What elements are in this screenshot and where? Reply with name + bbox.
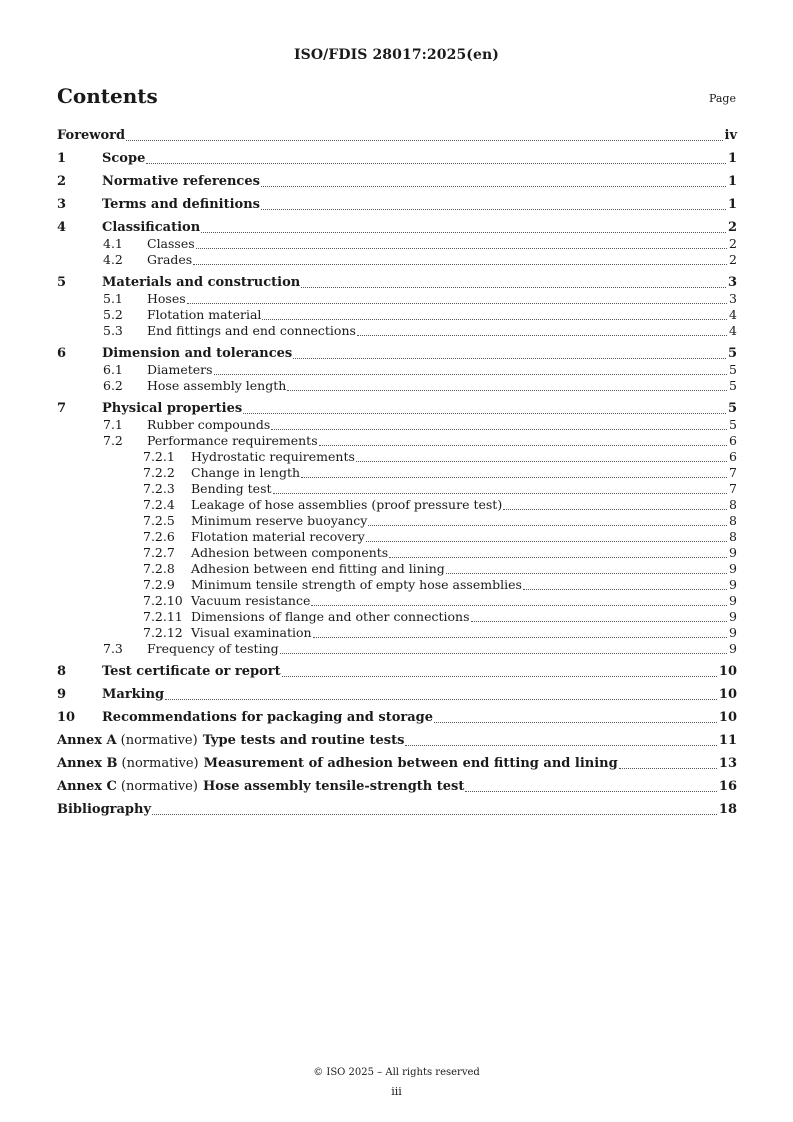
toc-annex-entry[interactable] (57, 733, 737, 749)
toc-entry-title: Flotation material recovery (191, 529, 365, 544)
toc-entry-title: Minimum tensile strength of empty hose assemblies (191, 577, 522, 592)
toc-gap (57, 394, 737, 401)
dot-leader (313, 637, 728, 638)
toc-entry-number: 5.3 (103, 323, 123, 338)
toc-entry-title: Materials and construction (102, 275, 301, 290)
dot-leader (389, 557, 727, 558)
toc-entry-level-1[interactable] (57, 197, 737, 213)
toc-entry-title: Rubber compounds (147, 417, 271, 432)
dot-leader (434, 722, 717, 723)
toc-gap (57, 703, 737, 710)
toc-annex-entry[interactable] (57, 779, 737, 795)
toc-entry-title: Frequency of testing (147, 641, 279, 656)
toc-entry-number: 8 (57, 664, 67, 679)
toc-entry-level-1[interactable] (57, 802, 737, 818)
toc-entry-number: 6.2 (103, 378, 123, 393)
annex-title: Type tests and routine tests (202, 733, 405, 748)
toc-entry-title: Flotation material (147, 307, 262, 322)
dot-leader (152, 814, 717, 815)
toc-entry-title: Classification (102, 220, 201, 235)
toc-entry-page: 10 (718, 687, 737, 702)
dot-leader (523, 589, 727, 590)
toc-entry-number: 7.2.1 (143, 449, 175, 464)
dot-leader (214, 374, 728, 375)
toc-entry-title (57, 733, 404, 749)
toc-entry-page: 13 (718, 756, 737, 771)
toc-entry-number: 7.2.7 (143, 545, 175, 560)
toc-entry-title: Minimum reserve buoyancy (191, 513, 368, 528)
dot-leader (446, 573, 727, 574)
toc-entry-page: 9 (729, 625, 737, 640)
toc-entry-level-1[interactable] (57, 220, 737, 236)
dot-leader (193, 264, 727, 265)
toc-entry-title: Terms and definitions (102, 197, 260, 212)
toc-entry-level-3[interactable] (57, 561, 737, 577)
toc-entry-page: 2 (727, 220, 737, 235)
dot-leader (261, 209, 726, 210)
toc-entry-page: 9 (729, 577, 737, 592)
toc-entry-number: 7.2.11 (143, 609, 183, 624)
toc-gap (57, 268, 737, 275)
toc-entry-level-1[interactable] (57, 151, 737, 167)
toc-entry-number: 2 (57, 174, 67, 189)
dot-leader (280, 653, 727, 654)
toc-entry-number: 5.1 (103, 291, 123, 306)
page-column-label: Page (708, 92, 736, 105)
toc-entry-title: Test certificate or report (102, 664, 281, 679)
dot-leader (201, 232, 726, 233)
toc-entry-title: Diameters (147, 362, 213, 377)
toc-entry-title: Hoses (147, 291, 186, 306)
dot-leader (261, 186, 726, 187)
toc-entry-title: Bibliography (57, 802, 152, 817)
dot-leader (366, 541, 727, 542)
toc-entry-level-1[interactable] (57, 128, 737, 144)
toc-entry-level-3[interactable] (57, 545, 737, 561)
toc-entry-level-1[interactable] (57, 401, 737, 417)
toc-entry-page: 9 (729, 561, 737, 576)
toc-entry-page: 18 (718, 802, 737, 817)
toc-entry-number: 4.2 (103, 252, 123, 267)
toc-entry-number: 7.2.10 (143, 593, 183, 608)
toc-entry-page: 10 (718, 710, 737, 725)
dot-leader (311, 605, 727, 606)
annex-label: Annex C (57, 779, 117, 794)
toc-entry-page: 4 (729, 323, 737, 338)
toc-entry-level-2[interactable] (57, 252, 737, 268)
toc-gap (57, 749, 737, 756)
toc-entry-page: 8 (729, 513, 737, 528)
toc-entry-level-1[interactable] (57, 687, 737, 703)
toc-entry-title: Performance requirements (147, 433, 318, 448)
dot-leader (273, 493, 728, 494)
toc-entry-number: 7.3 (103, 641, 123, 656)
toc-entry-title (57, 779, 464, 795)
toc-gap (57, 772, 737, 779)
toc-entry-number: 7.2.6 (143, 529, 175, 544)
dot-leader (262, 319, 727, 320)
toc-entry-level-3[interactable] (57, 465, 737, 481)
toc-entry-level-2[interactable] (57, 433, 737, 449)
copyright-notice: © ISO 2025 – All rights reserved (313, 1067, 480, 1078)
toc-entry-level-2[interactable] (57, 307, 737, 323)
toc-entry-page: 7 (729, 481, 737, 496)
toc-entry-number: 7.2.8 (143, 561, 175, 576)
toc-entry-title: Vacuum resistance (191, 593, 311, 608)
toc-entry-title: Normative references (102, 174, 260, 189)
dot-leader (471, 621, 728, 622)
annex-title: Measurement of adhesion between end fitting and lining (203, 756, 618, 771)
toc-entry-page: 9 (729, 609, 737, 624)
toc-entry-level-3[interactable] (57, 497, 737, 513)
toc-entry-title: Adhesion between components (191, 545, 389, 560)
toc-entry-number: 4.1 (103, 236, 123, 251)
toc-entry-number: 5.2 (103, 307, 123, 322)
toc-entry-title: Foreword (57, 128, 126, 143)
toc-entry-page: 5 (729, 417, 737, 432)
toc-entry-title (57, 756, 618, 772)
toc-entry-title: Bending test (191, 481, 272, 496)
toc-entry-number: 6.1 (103, 362, 123, 377)
toc-entry-page: 5 (727, 346, 737, 361)
toc-entry-level-1[interactable] (57, 174, 737, 190)
toc-entry-page: 11 (718, 733, 737, 748)
dot-leader (293, 358, 726, 359)
toc-entry-number: 1 (57, 151, 67, 166)
toc-entry-level-1[interactable] (57, 664, 737, 680)
toc-entry-title: Marking (102, 687, 165, 702)
dot-leader (126, 140, 722, 141)
toc-entry-page: 8 (729, 529, 737, 544)
toc-entry-number: 7.2 (103, 433, 123, 448)
dot-leader (301, 477, 727, 478)
toc-entry-page: 1 (727, 151, 737, 166)
toc-entry-title: Adhesion between end fitting and lining (191, 561, 445, 576)
toc-gap (57, 795, 737, 802)
toc-entry-title: Change in length (191, 465, 301, 480)
toc-entry-title: End fittings and end connections (147, 323, 356, 338)
toc-entry-number: 7.2.3 (143, 481, 175, 496)
toc-entry-page: 9 (729, 593, 737, 608)
toc-entry-page: 9 (729, 641, 737, 656)
toc-entry-level-2[interactable] (57, 236, 737, 252)
toc-entry-level-3[interactable] (57, 609, 737, 625)
toc-entry-level-1[interactable] (57, 346, 737, 362)
toc-entry-title: Hose assembly length (147, 378, 287, 393)
dot-leader (271, 429, 727, 430)
toc-entry-page: iv (724, 128, 737, 143)
dot-leader (368, 525, 727, 526)
toc-entry-page: 6 (729, 449, 737, 464)
toc-entry-level-2[interactable] (57, 417, 737, 433)
toc-entry-number: 3 (57, 197, 67, 212)
annex-title: Hose assembly tensile-strength test (202, 779, 465, 794)
dot-leader (465, 791, 717, 792)
dot-leader (356, 461, 727, 462)
page-number: iii (391, 1085, 402, 1098)
toc-entry-level-1[interactable] (57, 275, 737, 291)
toc-entry-page: 3 (729, 291, 737, 306)
toc-entry-level-3[interactable] (57, 529, 737, 545)
dot-leader (287, 390, 727, 391)
toc-entry-level-3[interactable] (57, 481, 737, 497)
toc-entry-level-2[interactable] (57, 291, 737, 307)
toc-entry-page: 7 (729, 465, 737, 480)
toc-entry-title: Classes (147, 236, 195, 251)
toc-entry-page: 2 (729, 252, 737, 267)
toc-entry-page: 5 (729, 362, 737, 377)
toc-entry-number: 4 (57, 220, 67, 235)
toc-entry-level-1[interactable] (57, 710, 737, 726)
annex-type: (normative) (121, 756, 199, 771)
toc-entry-level-2[interactable] (57, 378, 737, 394)
toc-gap (57, 167, 737, 174)
dot-leader (146, 163, 726, 164)
toc-gap (57, 680, 737, 687)
toc-entry-title: Hydrostatic requirements (191, 449, 355, 464)
toc-entry-page: 3 (727, 275, 737, 290)
toc-entry-title: Leakage of hose assemblies (proof pressure test) (191, 497, 503, 512)
toc-entry-number: 7 (57, 401, 67, 416)
toc-entry-title: Dimension and tolerances (102, 346, 293, 361)
toc-gap (57, 144, 737, 151)
toc-entry-title: Physical properties (102, 401, 243, 416)
toc-gap (57, 190, 737, 197)
dot-leader (196, 248, 727, 249)
toc-entry-number: 7.2.2 (143, 465, 175, 480)
toc-entry-number: 7.2.12 (143, 625, 183, 640)
dot-leader (282, 676, 717, 677)
toc-entry-number: 5 (57, 275, 67, 290)
toc-gap (57, 726, 737, 733)
annex-label: Annex B (57, 756, 118, 771)
toc-entry-title: Recommendations for packaging and storage (102, 710, 434, 725)
toc-entry-number: 10 (57, 710, 76, 725)
toc-annex-entry[interactable] (57, 756, 737, 772)
toc-gap (57, 657, 737, 664)
toc-entry-page: 16 (718, 779, 737, 794)
toc-entry-number: 9 (57, 687, 67, 702)
toc-entry-level-3[interactable] (57, 577, 737, 593)
toc-entry-page: 10 (718, 664, 737, 679)
dot-leader (301, 287, 726, 288)
toc-entry-page: 6 (729, 433, 737, 448)
dot-leader (405, 745, 717, 746)
toc-entry-level-3[interactable] (57, 593, 737, 609)
table-of-contents (57, 128, 737, 818)
contents-heading: Contents (57, 84, 158, 108)
dot-leader (187, 303, 727, 304)
toc-entry-page: 4 (729, 307, 737, 322)
toc-entry-level-3[interactable] (57, 625, 737, 641)
annex-type: (normative) (120, 733, 198, 748)
toc-gap (57, 213, 737, 220)
toc-entry-page: 1 (727, 197, 737, 212)
dot-leader (243, 413, 726, 414)
toc-entry-level-2[interactable] (57, 641, 737, 657)
toc-entry-page: 2 (729, 236, 737, 251)
toc-entry-number: 7.2.9 (143, 577, 175, 592)
toc-entry-number: 7.2.5 (143, 513, 175, 528)
annex-type: (normative) (120, 779, 198, 794)
toc-entry-level-2[interactable] (57, 362, 737, 378)
toc-entry-title: Dimensions of flange and other connections (191, 609, 470, 624)
toc-entry-title: Grades (147, 252, 193, 267)
toc-entry-number: 6 (57, 346, 67, 361)
toc-entry-number: 7.1 (103, 417, 123, 432)
toc-entry-title: Visual examination (191, 625, 312, 640)
toc-entry-level-2[interactable] (57, 323, 737, 339)
dot-leader (503, 509, 727, 510)
toc-entry-page: 5 (729, 378, 737, 393)
toc-entry-title: Scope (102, 151, 146, 166)
toc-gap (57, 339, 737, 346)
dot-leader (165, 699, 717, 700)
annex-label: Annex A (57, 733, 117, 748)
dot-leader (357, 335, 727, 336)
dot-leader (619, 768, 717, 769)
toc-entry-level-3[interactable] (57, 449, 737, 465)
toc-entry-level-3[interactable] (57, 513, 737, 529)
document-id: ISO/FDIS 28017:2025(en) (293, 47, 500, 63)
toc-entry-page: 8 (729, 497, 737, 512)
toc-entry-page: 9 (729, 545, 737, 560)
dot-leader (319, 445, 727, 446)
toc-entry-number: 7.2.4 (143, 497, 175, 512)
toc-entry-page: 1 (727, 174, 737, 189)
toc-entry-page: 5 (727, 401, 737, 416)
